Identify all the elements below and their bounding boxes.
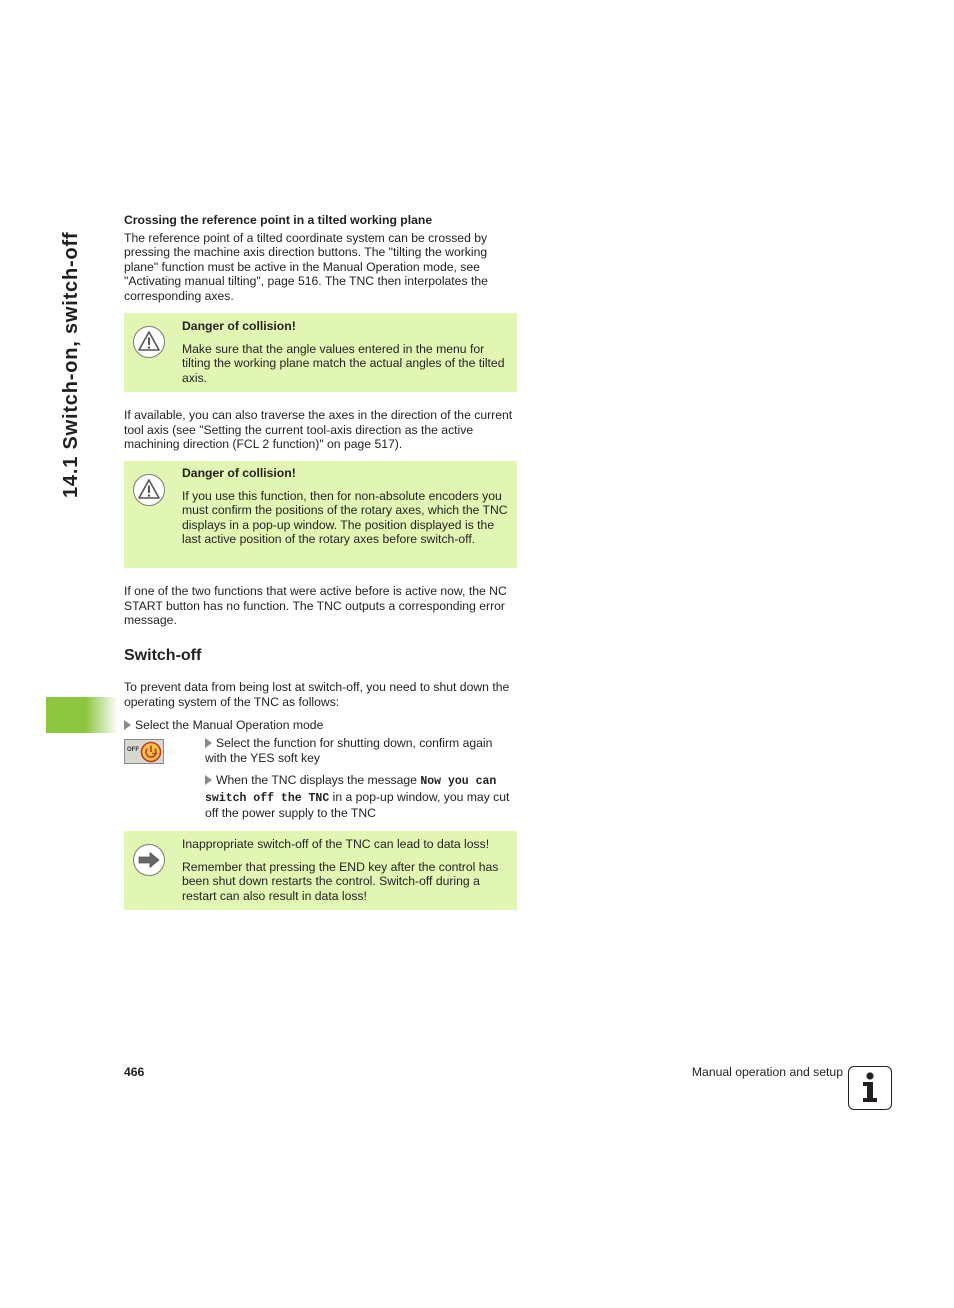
- step-text: Select the function for shutting down, confirm again with the YES soft key: [205, 736, 493, 765]
- bullet-arrow-icon: [205, 738, 212, 748]
- note-body: If you use this function, then for non-absolute encoders you must confirm the positions of the rotary axes, which the TNC displays in a pop-up window. The position displayed is the last active position of the rotary axes before switch-off.: [182, 488, 508, 546]
- step-text-pre: When the TNC displays the message: [216, 773, 421, 787]
- note-title: Danger of collision!: [182, 319, 296, 333]
- paragraph-text: To prevent data from being lost at switch-off, you need to shut down the operating system of the TNC as follows:: [124, 680, 510, 709]
- softkey-label: OFF: [127, 747, 139, 753]
- bullet-arrow-icon: [124, 720, 131, 730]
- bullet-arrow-icon: [205, 775, 212, 785]
- step-3: [205, 773, 519, 821]
- note-body: Make sure that the angle values entered in the menu for tilting the working plane match the actual angles of the tilted axis.: [182, 341, 505, 385]
- paragraph-text: If one of the two functions that were active before is active now, the NC START button has no function. The TNC outputs a corresponding error message.: [124, 584, 507, 627]
- warning-icon: [133, 326, 165, 358]
- footer-chapter: Manual operation and setup: [691, 1065, 843, 1079]
- step-text-post: in a pop-up window, you may cut off the power supply to the TNC: [205, 789, 510, 820]
- page-number: 466: [124, 1065, 145, 1079]
- danger-note-1: [124, 313, 517, 392]
- off-softkey[interactable]: [124, 739, 164, 764]
- chapter-tab-marker: [46, 697, 118, 733]
- switch-off-heading: Switch-off: [124, 647, 202, 664]
- paragraph-nc-start: [124, 584, 518, 628]
- note-body: Remember that pressing the END key after the control has been shut down restarts the control. Switch-off during a restart can also result in data loss!: [182, 859, 499, 903]
- info-icon: [848, 1066, 892, 1110]
- chapter-side-title: 14.1 Switch-on, switch-off: [60, 231, 82, 498]
- arrow-right-icon: [133, 844, 165, 876]
- danger-note-2: [124, 461, 517, 568]
- paragraph-tool-axis: [124, 408, 518, 452]
- switch-off-intro: [124, 680, 518, 709]
- step-2: [205, 736, 517, 765]
- note-title: Inappropriate switch-off of the TNC can lead to data loss!: [182, 837, 490, 851]
- section-tilted-reference: [124, 213, 518, 303]
- power-off-icon: [140, 741, 162, 763]
- paragraph-text: If available, you can also traverse the axes in the direction of the current tool axis (see "Setting the current tool-axis direction as the active machining direction (FCL 2 function)" on page 517).: [124, 408, 513, 451]
- section-body: The reference point of a tilted coordinate system can be crossed by pressing the machine axis direction buttons. The "tilting the working plane" function must be active in the Manual Operation mode, see "Activating manual tilting", page 516. The TNC then interpolates the corresponding axes.: [124, 230, 488, 303]
- warning-icon: [133, 474, 165, 506]
- step-1: [124, 718, 518, 733]
- note-title: Danger of collision!: [182, 466, 296, 480]
- tnc-message-code: Now you can switch off the TNC: [205, 775, 497, 805]
- section-heading: Crossing the reference point in a tilted working plane: [124, 213, 433, 227]
- step-text: Select the Manual Operation mode: [135, 718, 324, 732]
- data-loss-note: [124, 831, 517, 910]
